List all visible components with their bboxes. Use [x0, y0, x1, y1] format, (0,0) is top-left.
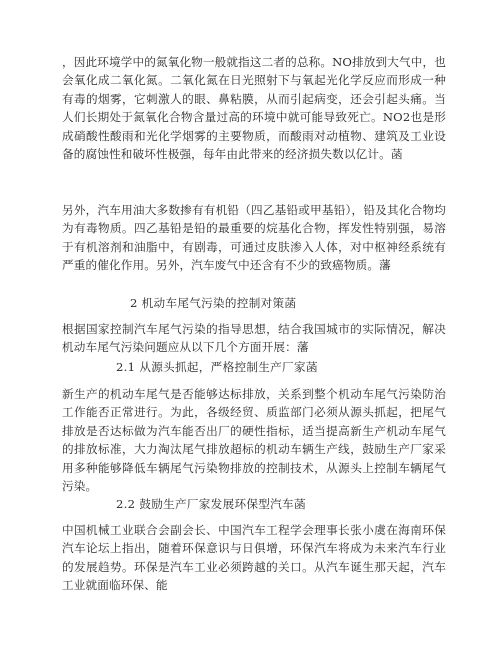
subsection-heading-source-control: 2.1 从源头抓起，严格控制生产厂家菡 [116, 360, 318, 374]
paragraph-eco-car-forum: 中国机械工业联合会副会长、中国汽车工程学会理事长张小虞在海南环保汽车论坛上指出，随着环保意识与日俱增，环保汽车将成为未来汽车行业的发展趋势。环保是汽车工业必须跨越的关口。从汽车诞生那天起，汽车工业就面临环保、能 [62, 523, 446, 593]
paragraph-nitrogen-oxides: ，因此环境学中的氮氧化物一般就指这二者的总称。NO排放到大气中，也会氧化成二氧化氮。二氧化氮在日光照射下与氧起光化学反应而形成一种有毒的烟雾，它刺激人的眼、鼻粘膜，从而引起病变，还会引起头痛。当人们长期处于氮氧化合物含量过高的环境中就可能导致死亡。NO2也是形成硝酸性酸雨和光化学烟雾的主要物质，而酸雨对动植物、建筑及工业设备的腐蚀性和破坏性极强，每年由此带来的经济损失数以亿计。菡 [62, 55, 447, 162]
section-heading-control-measures: 2 机动车尾气污染的控制对策菡 [130, 296, 297, 310]
paragraph-guiding-ideas: 根据国家控制汽车尾气污染的指导思想，结合我国城市的实际情况，解决机动车尾气污染问题应从以下几个方面开展：藩 [62, 322, 446, 355]
paragraph-organic-lead: 另外，汽车用油大多数掺有有机铅（四乙基铅或甲基铅），铅及其化合物均为有毒物质。四乙基铅是铅的最重要的烷基化合物，挥发性特别强，易溶于有机溶剂和油脂中，有剧毒，可通过皮肤渗入人体，对中枢神经系统有严重的催化作用。另外，汽车废气中还含有不少的致癌物质。藩 [62, 203, 446, 273]
subsection-heading-eco-vehicles: 2.2 鼓励生产厂家发展环保型汽车菡 [116, 497, 306, 511]
paragraph-new-vehicles: 新生产的机动车尾气是否能够达标排放，关系到整个机动车尾气污染防治工作能否正常进行。为此，各级经贸、质监部门必须从源头抓起，把尾气排放是否达标做为汽车能否出厂的硬性指标，适当提高新生产机动车尾气的排放标准，大力淘汰尾气排放超标的机动车辆生产线，鼓励生产厂家采用多种能够降低车辆尾气污染物排放的控制技术，从源头上控制车辆尾气污染。 [62, 387, 446, 494]
